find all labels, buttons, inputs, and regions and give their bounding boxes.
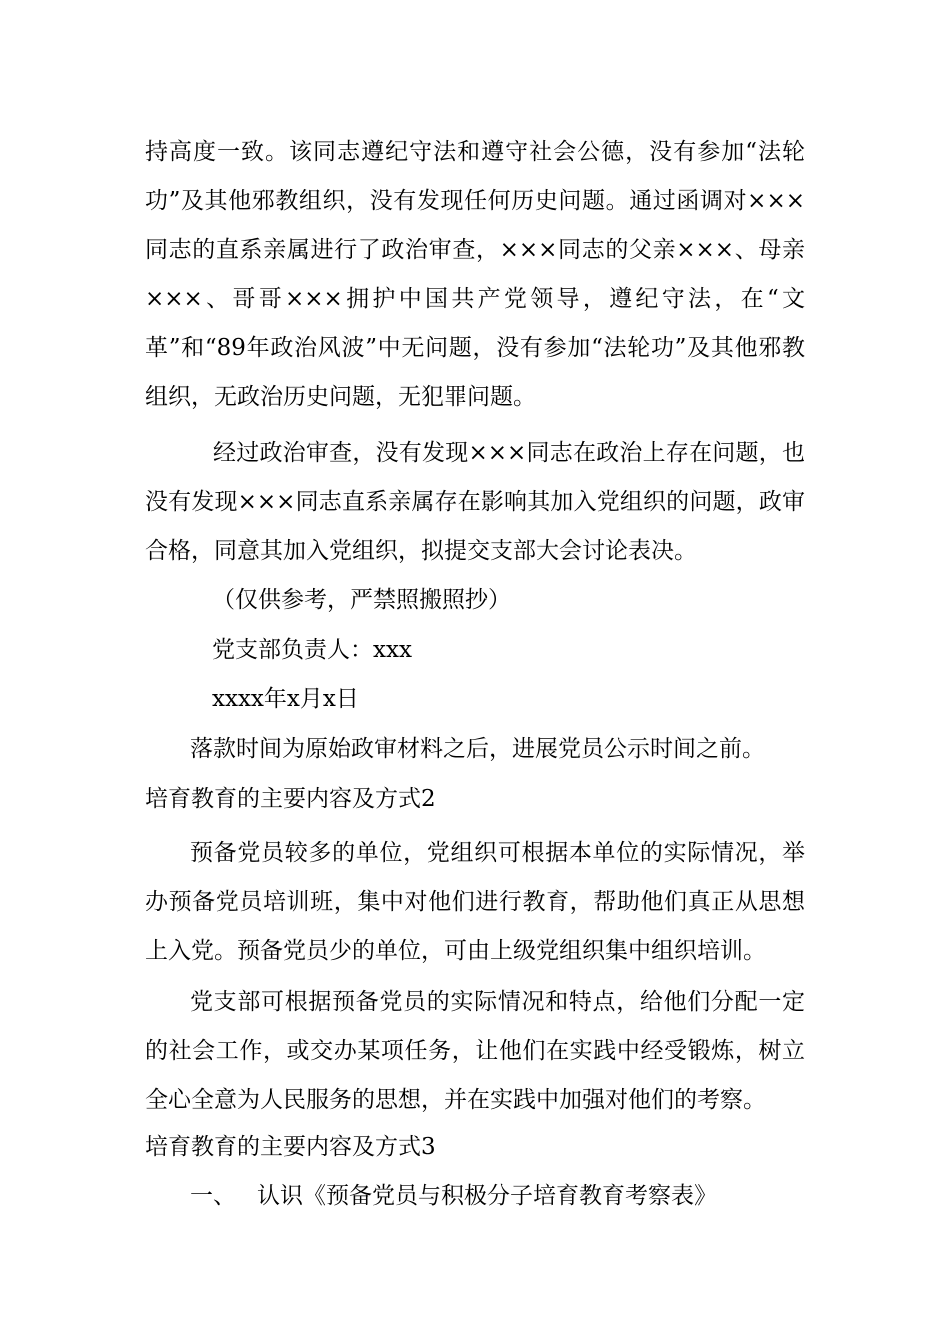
reference-note: （仅供参考，严禁照搬照抄） xyxy=(212,587,511,613)
paragraph-political-review: 持高度一致。该同志遵纪守法和遵守社会公德，没有参加“法轮功”及其他邪教组织，没有发现任何历史问题。通过函调对×××同志的直系亲属进行了政治审查，×××同志的父亲×××、母亲×××、哥哥×××拥护中国共产党领导，遵纪守法，在“文革”和“89年政治风波”中无问题，没有参加“法轮功”及其他邪教组织，无政治历史问题，无犯罪问题。 xyxy=(145,139,805,410)
paragraph-review-conclusion: 经过政治审查，没有发现×××同志在政治上存在问题，也没有发现×××同志直系亲属存在影响其加入党组织的问题，政审合格，同意其加入党组织，拟提交支部大会讨论表决。 xyxy=(145,440,805,564)
list-item-text: 认识《预备党员与积极分子培育教育考察表》 xyxy=(257,1183,717,1209)
signer-line: 党支部负责人：xxx xyxy=(212,637,412,663)
paragraph-training: 预备党员较多的单位，党组织可根据本单位的实际情况，举办预备党员培训班，集中对他们进行教育，帮助他们真正从思想上入党。预备党员少的单位，可由上级党组织集中组织培训。 xyxy=(145,840,805,964)
date-line: xxxx年x月x日 xyxy=(212,686,359,712)
paragraph-practice: 党支部可根据预备党员的实际情况和特点，给他们分配一定的社会工作，或交办某项任务，让他们在实践中经受锻炼，树立全心全意为人民服务的思想，并在实践中加强对他们的考察。 xyxy=(145,989,805,1113)
list-item-number: 一、 xyxy=(190,1183,236,1209)
section-heading-3: 培育教育的主要内容及方式3 xyxy=(145,1134,436,1160)
section-heading-2: 培育教育的主要内容及方式2 xyxy=(145,786,436,812)
signature-time-note: 落款时间为原始政审材料之后，进展党员公示时间之前。 xyxy=(190,736,765,762)
